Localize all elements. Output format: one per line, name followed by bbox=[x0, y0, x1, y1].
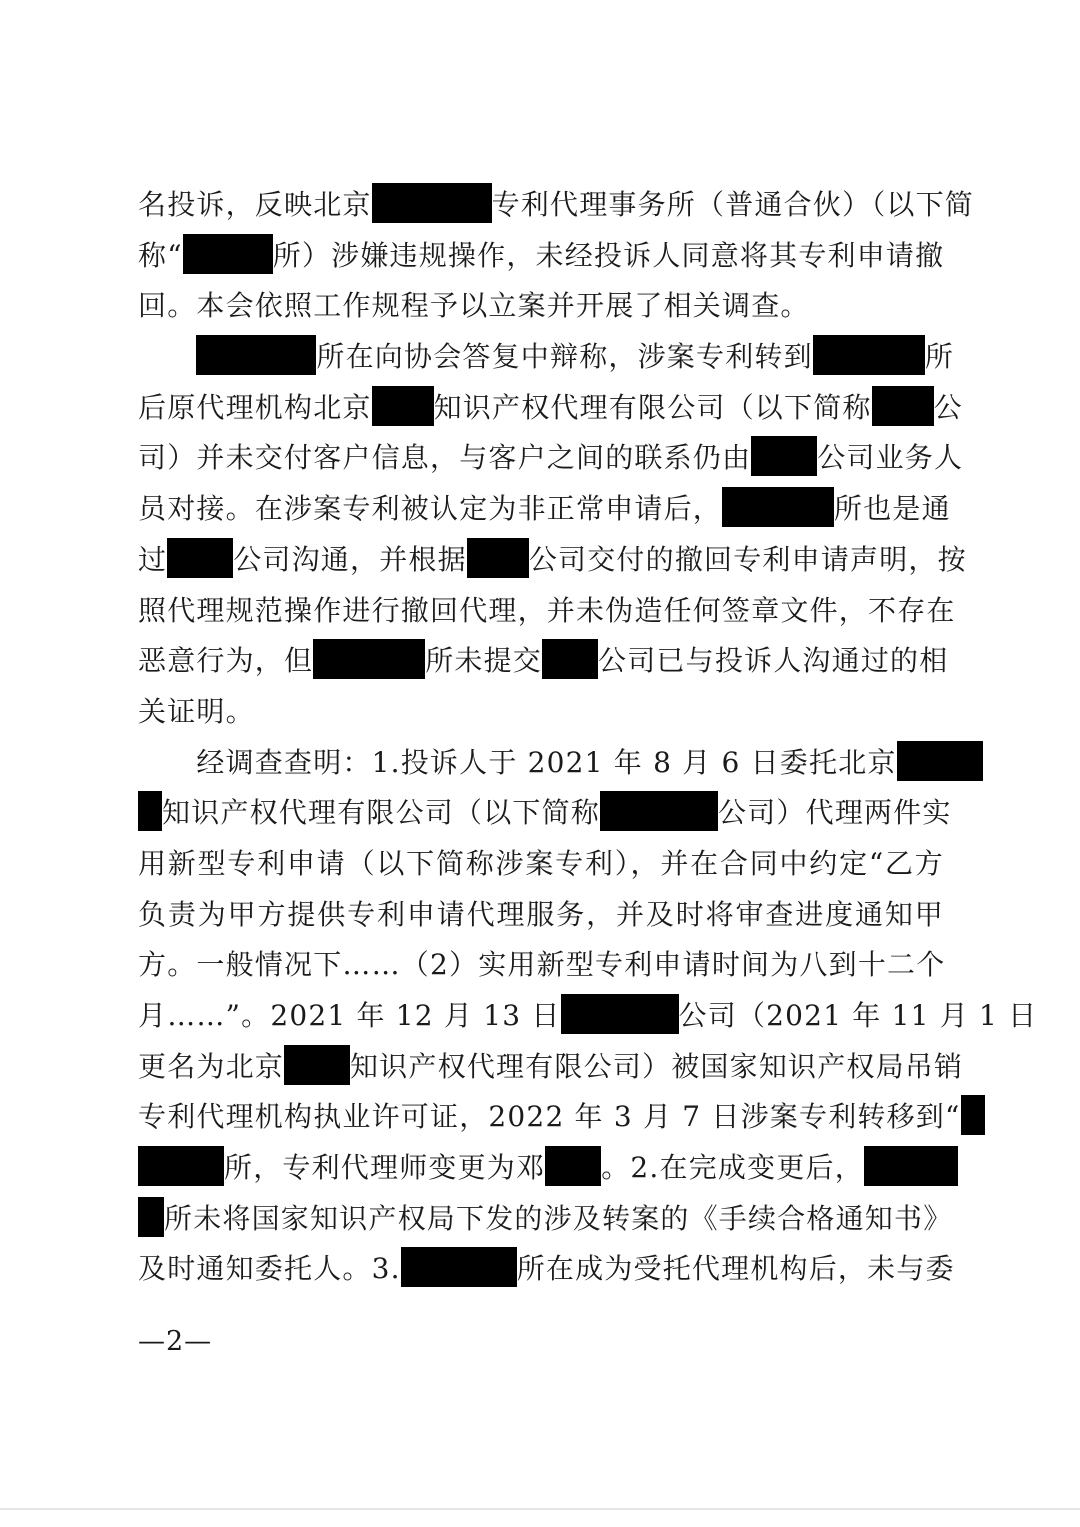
scan-edge-rule bbox=[0, 1508, 1080, 1510]
redaction-block bbox=[813, 335, 925, 375]
text-segment: 所在向协会答复中辩称，涉案专利转到 bbox=[316, 340, 813, 374]
text-line bbox=[138, 484, 951, 535]
text-segment: 名投诉，反映北京 bbox=[138, 188, 372, 221]
text-segment: 知识产权代理有限公司（以下简称 bbox=[162, 796, 601, 830]
redaction-block bbox=[372, 386, 434, 426]
redaction-block bbox=[313, 639, 425, 679]
text-segment: 公司交付的撤回专利申请声明，按 bbox=[528, 542, 967, 576]
text-segment: 公 bbox=[933, 390, 963, 424]
redaction-block bbox=[864, 1146, 958, 1186]
text-line bbox=[138, 281, 944, 332]
text-segment: 知识产权代理有限公司）被国家知识产权局吊销 bbox=[350, 1049, 964, 1083]
text-segment: 员对接。在涉案专利被认定为非正常申请后， bbox=[138, 492, 723, 526]
document-body bbox=[138, 180, 1038, 1295]
redaction-block bbox=[284, 1045, 350, 1085]
text-segment: 过 bbox=[138, 542, 168, 576]
redaction-block bbox=[467, 538, 529, 578]
text-segment: 公司业务人 bbox=[817, 441, 964, 475]
redaction-block bbox=[722, 487, 834, 527]
text-line bbox=[138, 890, 944, 941]
redaction-block bbox=[138, 1197, 164, 1237]
text-segment: 所在成为受托代理机构后，未与委 bbox=[516, 1252, 955, 1286]
text-segment: 及时通知委托人。3. bbox=[138, 1252, 401, 1286]
text-segment: 更名为北京 bbox=[138, 1049, 285, 1083]
text-segment: 照代理规范操作进行撤回代理，并未伪造任何签章文件，不存在 bbox=[138, 593, 956, 627]
redaction-block bbox=[897, 741, 983, 781]
text-line bbox=[138, 231, 944, 282]
text-line bbox=[138, 535, 967, 586]
redaction-block bbox=[542, 639, 598, 679]
text-line bbox=[138, 1042, 964, 1093]
text-line bbox=[138, 332, 955, 383]
text-segment: 专利代理事务所（普通合伙）（以下简 bbox=[491, 188, 975, 221]
text-segment: 用新型专利申请（以下简称涉案专利），并在合同中约定“乙方 bbox=[138, 846, 944, 880]
text-line bbox=[138, 586, 956, 637]
redaction-block bbox=[600, 791, 718, 831]
text-line bbox=[138, 687, 944, 738]
redaction-block bbox=[372, 183, 492, 223]
page-number: —2— bbox=[138, 1326, 213, 1357]
text-segment: 后原代理机构北京 bbox=[138, 390, 372, 424]
text-segment: 回。本会依照工作规程予以立案并开展了相关调查。 bbox=[138, 289, 810, 323]
text-segment: 知识产权代理有限公司（以下简称 bbox=[433, 390, 872, 424]
redaction-block bbox=[872, 386, 934, 426]
text-segment: 所未提交 bbox=[425, 644, 543, 678]
text-line bbox=[138, 738, 944, 789]
redaction-block bbox=[561, 994, 679, 1034]
text-segment: 公司（2021 年 11 月 1 日 bbox=[678, 999, 1038, 1032]
text-line bbox=[138, 1194, 953, 1245]
text-segment bbox=[138, 340, 196, 373]
redaction-block bbox=[401, 1247, 517, 1287]
text-segment: 关证明。 bbox=[138, 694, 255, 728]
redaction-block bbox=[961, 1095, 985, 1135]
text-segment: 方。一般情况下……（2）实用新型专利申请时间为八到十二个 bbox=[138, 948, 946, 982]
text-line bbox=[138, 636, 949, 687]
text-line bbox=[138, 433, 964, 484]
redaction-block bbox=[545, 1146, 601, 1186]
text-line bbox=[138, 1092, 961, 1143]
text-segment: 司）并未交付客户信息，与客户之间的联系仍由 bbox=[138, 441, 752, 475]
text-segment: 所也是通 bbox=[834, 492, 951, 526]
text-segment: 恶意行为，但 bbox=[138, 644, 314, 678]
text-segment: 所未将国家知识产权局下发的涉及转案的《手续合格通知书》 bbox=[164, 1201, 953, 1235]
text-segment: 所，专利代理师变更为邓 bbox=[224, 1151, 546, 1185]
text-line bbox=[138, 940, 944, 991]
text-segment: 负责为甲方提供专利申请代理服务，并及时将审查进度通知甲 bbox=[138, 897, 944, 931]
redaction-block bbox=[138, 1146, 224, 1186]
redaction-block bbox=[138, 791, 162, 831]
text-line bbox=[138, 839, 944, 890]
redaction-block bbox=[196, 335, 316, 375]
text-line bbox=[138, 788, 952, 839]
text-line bbox=[138, 1244, 955, 1295]
text-segment: 月……”。2021 年 12 月 13 日 bbox=[138, 999, 561, 1032]
text-segment: 专利代理机构执业许可证，2022 年 3 月 7 日涉案专利转移到“ bbox=[138, 1100, 961, 1134]
redaction-block bbox=[751, 436, 817, 476]
text-segment: 公司）代理两件实 bbox=[718, 796, 952, 830]
text-segment: 公司沟通，并根据 bbox=[233, 542, 467, 576]
text-segment: 所 bbox=[924, 340, 955, 374]
redaction-block bbox=[183, 234, 273, 274]
text-segment: 经调查查明：1.投诉人于 2021 年 8 月 6 日委托北京 bbox=[138, 745, 897, 779]
text-segment: 公司已与投诉人沟通过的相 bbox=[598, 644, 949, 678]
text-segment: 称“ bbox=[138, 238, 183, 272]
text-line bbox=[138, 180, 975, 231]
redaction-block bbox=[167, 538, 233, 578]
text-segment: 。2.在完成变更后， bbox=[601, 1151, 864, 1185]
text-segment: 所）涉嫌违规操作，未经投诉人同意将其专利申请撤 bbox=[272, 238, 945, 272]
text-line bbox=[138, 383, 963, 434]
text-line bbox=[138, 991, 1038, 1042]
text-line bbox=[138, 1143, 944, 1194]
